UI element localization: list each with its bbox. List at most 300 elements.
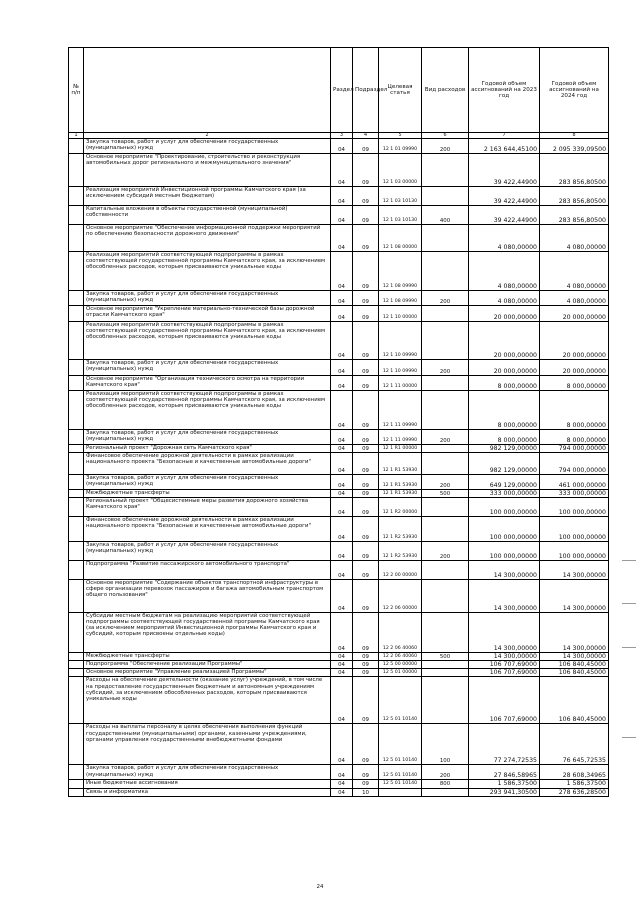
row-podrazdel: 09 bbox=[353, 252, 379, 291]
row-name: Реализация мероприятий соответствующей подпрограммы в рамках соответствующей государственной программы Камчатского края, за исключением обособленных расходов, которым присваиваются уникальные коды bbox=[84, 322, 331, 360]
row-razdel: 04 bbox=[331, 453, 353, 475]
row-name: Подпрограмма "Обеспечение реализации Программы" bbox=[84, 661, 331, 669]
row-amount-2024: 106 840,45000 bbox=[540, 669, 609, 677]
row-num bbox=[69, 360, 84, 376]
row-expense-type bbox=[422, 669, 469, 677]
row-razdel: 04 bbox=[331, 430, 353, 445]
row-amount-2023: 100 000,00000 bbox=[469, 517, 540, 542]
column-index: 1 bbox=[69, 133, 84, 139]
row-target-article: 12 1 11 09990 bbox=[379, 430, 422, 445]
row-razdel: 04 bbox=[331, 613, 353, 653]
row-podrazdel: 09 bbox=[353, 206, 379, 225]
row-num bbox=[69, 613, 84, 653]
table-row bbox=[69, 613, 609, 653]
row-num bbox=[69, 139, 84, 154]
row-amount-2024: 14 300,00000 bbox=[540, 580, 609, 613]
header-target-article: Целевая статья bbox=[379, 48, 422, 133]
row-name: Закупка товаров, работ и услуг для обеспечения государственных (муниципальных) нужд bbox=[84, 475, 331, 490]
table-row bbox=[69, 206, 609, 225]
row-name: Реализация мероприятий Инвестиционной программы Камчатского края (за исключением субсидий местным бюджетам) bbox=[84, 187, 331, 206]
row-podrazdel: 09 bbox=[353, 669, 379, 677]
row-amount-2023: 14 300,00000 bbox=[469, 613, 540, 653]
row-amount-2024: 100 000,00000 bbox=[540, 498, 609, 517]
header-name bbox=[84, 48, 331, 133]
row-num bbox=[69, 291, 84, 306]
table-row bbox=[69, 653, 609, 661]
row-num bbox=[69, 780, 84, 788]
row-target-article: 12 1 R1 53930 bbox=[379, 453, 422, 475]
row-amount-2024: 106 840,45000 bbox=[540, 661, 609, 669]
row-razdel: 04 bbox=[331, 306, 353, 322]
row-amount-2023: 8 000,00000 bbox=[469, 430, 540, 445]
row-num bbox=[69, 322, 84, 360]
row-name: Основное мероприятие "Укрепление материально-технической базы дорожной отрасли Камчатского края" bbox=[84, 306, 331, 322]
row-target-article bbox=[379, 788, 422, 796]
row-target-article: 12 1 10 09990 bbox=[379, 322, 422, 360]
row-num bbox=[69, 542, 84, 561]
row-podrazdel: 09 bbox=[353, 517, 379, 542]
row-expense-type bbox=[422, 613, 469, 653]
row-podrazdel: 09 bbox=[353, 661, 379, 669]
column-index: 2 bbox=[84, 133, 331, 139]
row-podrazdel: 09 bbox=[353, 376, 379, 391]
row-name: Закупка товаров, работ и услуг для обеспечения государственных (муниципальных) нужд bbox=[84, 360, 331, 376]
row-podrazdel: 09 bbox=[353, 498, 379, 517]
row-expense-type bbox=[422, 677, 469, 724]
row-amount-2024: 14 300,00000 bbox=[540, 613, 609, 653]
row-podrazdel: 09 bbox=[353, 677, 379, 724]
budget-table-sheet bbox=[68, 47, 608, 797]
scan-edge-mark bbox=[622, 603, 636, 604]
row-razdel: 04 bbox=[331, 206, 353, 225]
row-target-article: 12 1 08 09990 bbox=[379, 252, 422, 291]
row-num bbox=[69, 453, 84, 475]
row-num bbox=[69, 724, 84, 765]
row-amount-2023: 982 129,00000 bbox=[469, 453, 540, 475]
row-target-article: 12 1 10 00000 bbox=[379, 306, 422, 322]
table-row bbox=[69, 498, 609, 517]
row-target-article: 12 1 11 00000 bbox=[379, 376, 422, 391]
row-razdel: 04 bbox=[331, 322, 353, 360]
row-target-article: 12 5 01 10140 bbox=[379, 765, 422, 780]
row-num bbox=[69, 661, 84, 669]
row-amount-2024: 794 000,00000 bbox=[540, 453, 609, 475]
row-podrazdel: 09 bbox=[353, 139, 379, 154]
row-razdel: 04 bbox=[331, 677, 353, 724]
row-razdel: 04 bbox=[331, 154, 353, 187]
row-podrazdel: 09 bbox=[353, 453, 379, 475]
row-amount-2023: 106 707,69000 bbox=[469, 677, 540, 724]
table-row bbox=[69, 580, 609, 613]
row-podrazdel: 09 bbox=[353, 475, 379, 490]
row-amount-2023: 100 000,00000 bbox=[469, 498, 540, 517]
row-name: Финансовое обеспечение дорожной деятельности в рамках реализации национального проекта "Безопасные и качественные автомобильные дороги" bbox=[84, 453, 331, 475]
row-target-article: 12 1 R1 00000 bbox=[379, 445, 422, 453]
table-row bbox=[69, 376, 609, 391]
row-expense-type: 400 bbox=[422, 206, 469, 225]
row-amount-2023: 14 300,00000 bbox=[469, 580, 540, 613]
row-razdel: 04 bbox=[331, 139, 353, 154]
row-expense-type bbox=[422, 788, 469, 796]
row-podrazdel: 09 bbox=[353, 430, 379, 445]
row-name: Закупка товаров, работ и услуг для обеспечения государственных (муниципальных) нужд bbox=[84, 139, 331, 154]
table-row bbox=[69, 360, 609, 376]
row-target-article: 12 1 08 00000 bbox=[379, 225, 422, 252]
table-row bbox=[69, 154, 609, 187]
row-name: Закупка товаров, работ и услуг для обеспечения государственных (муниципальных) нужд bbox=[84, 542, 331, 561]
row-target-article: 12 1 R1 53930 bbox=[379, 475, 422, 490]
table-row bbox=[69, 306, 609, 322]
row-num bbox=[69, 187, 84, 206]
row-expense-type bbox=[422, 376, 469, 391]
row-podrazdel: 09 bbox=[353, 765, 379, 780]
row-razdel: 04 bbox=[331, 475, 353, 490]
row-amount-2024: 283 856,80500 bbox=[540, 187, 609, 206]
header-amount-2024: Годовой объем ассигнований на 2024 год bbox=[540, 48, 609, 133]
row-target-article: 12 2 06 00000 bbox=[379, 580, 422, 613]
row-name: Закупка товаров, работ и услуг для обеспечения государственных (муниципальных) нужд bbox=[84, 291, 331, 306]
row-amount-2023: 1 586,37500 bbox=[469, 780, 540, 788]
table-row bbox=[69, 490, 609, 498]
table-row bbox=[69, 542, 609, 561]
row-expense-type bbox=[422, 498, 469, 517]
table-row bbox=[69, 661, 609, 669]
row-expense-type: 200 bbox=[422, 430, 469, 445]
table-row bbox=[69, 561, 609, 580]
row-target-article: 12 1 10 09990 bbox=[379, 360, 422, 376]
row-num bbox=[69, 252, 84, 291]
row-podrazdel: 09 bbox=[353, 490, 379, 498]
row-name: Закупка товаров, работ и услуг для обеспечения государственных (муниципальных) нужд bbox=[84, 765, 331, 780]
row-razdel: 04 bbox=[331, 542, 353, 561]
row-razdel: 04 bbox=[331, 661, 353, 669]
row-amount-2023: 2 163 644,45100 bbox=[469, 139, 540, 154]
row-razdel: 04 bbox=[331, 765, 353, 780]
row-target-article: 12 5 01 10140 bbox=[379, 724, 422, 765]
column-index: 8 bbox=[540, 133, 609, 139]
row-amount-2024: 283 856,80500 bbox=[540, 154, 609, 187]
row-num bbox=[69, 376, 84, 391]
table-row bbox=[69, 187, 609, 206]
row-amount-2024: 8 000,00000 bbox=[540, 391, 609, 430]
row-podrazdel: 10 bbox=[353, 788, 379, 796]
row-podrazdel: 09 bbox=[353, 306, 379, 322]
row-razdel: 04 bbox=[331, 498, 353, 517]
row-name: Закупка товаров, работ и услуг для обеспечения государственных (муниципальных) нужд bbox=[84, 430, 331, 445]
header-expense-type: Вид расходов bbox=[422, 48, 469, 133]
row-podrazdel: 09 bbox=[353, 225, 379, 252]
row-name: Финансовое обеспечение дорожной деятельности в рамках реализации национального проекта "Безопасные и качественные автомобильные дороги" bbox=[84, 517, 331, 542]
row-num bbox=[69, 580, 84, 613]
row-name: Субсидии местным бюджетам на реализацию мероприятий соответствующей подпрограммы соответствующей государственной программы Камчатского края (за исключением мероприятий Инвестиционной программы Камчатского края и субсидий, которым присвоены отдельные коды) bbox=[84, 613, 331, 653]
row-expense-type bbox=[422, 661, 469, 669]
row-name: Иные бюджетные ассигнования bbox=[84, 780, 331, 788]
row-amount-2024: 794 000,00000 bbox=[540, 445, 609, 453]
table-row bbox=[69, 475, 609, 490]
table-row bbox=[69, 677, 609, 724]
row-expense-type: 200 bbox=[422, 291, 469, 306]
row-name: Основное мероприятие "Управление реализацией Программы" bbox=[84, 669, 331, 677]
header-razdel: Раздел bbox=[331, 48, 353, 133]
table-row bbox=[69, 765, 609, 780]
row-amount-2023: 20 000,00000 bbox=[469, 322, 540, 360]
row-amount-2024: 106 840,45000 bbox=[540, 677, 609, 724]
row-razdel: 04 bbox=[331, 225, 353, 252]
row-target-article: 12 2 06 40060 bbox=[379, 653, 422, 661]
header-num: № п/п bbox=[69, 48, 84, 133]
row-razdel: 04 bbox=[331, 187, 353, 206]
table-row bbox=[69, 391, 609, 430]
row-target-article: 12 1 R2 00000 bbox=[379, 498, 422, 517]
row-name: Расходы на выплаты персоналу в целях обеспечения выполнения функций государственными (муниципальными) органами, казенными учреждениями, органами управления государственными внебюджетными фондами bbox=[84, 724, 331, 765]
row-target-article: 12 1 01 09990 bbox=[379, 139, 422, 154]
row-target-article: 12 1 08 09990 bbox=[379, 291, 422, 306]
row-num bbox=[69, 561, 84, 580]
table-row bbox=[69, 669, 609, 677]
row-name: Региональный проект "Дорожная сеть Камчатского края" bbox=[84, 445, 331, 453]
row-podrazdel: 09 bbox=[353, 653, 379, 661]
row-name: Межбюджетные трансферты bbox=[84, 653, 331, 661]
row-amount-2023: 77 274,72535 bbox=[469, 724, 540, 765]
row-num bbox=[69, 653, 84, 661]
row-expense-type bbox=[422, 252, 469, 291]
row-amount-2024: 1 586,37500 bbox=[540, 780, 609, 788]
row-name: Основное мероприятие "Организация технического осмотра на территории Камчатского края" bbox=[84, 376, 331, 391]
row-amount-2024: 278 636,28500 bbox=[540, 788, 609, 796]
row-amount-2024: 4 080,00000 bbox=[540, 225, 609, 252]
row-amount-2024: 8 000,00000 bbox=[540, 430, 609, 445]
column-index: 4 bbox=[353, 133, 379, 139]
row-num bbox=[69, 490, 84, 498]
table-row bbox=[69, 780, 609, 788]
row-target-article: 12 5 01 10140 bbox=[379, 780, 422, 788]
row-amount-2023: 14 300,00000 bbox=[469, 653, 540, 661]
row-podrazdel: 09 bbox=[353, 724, 379, 765]
row-amount-2023: 39 422,44900 bbox=[469, 206, 540, 225]
row-amount-2024: 283 856,80500 bbox=[540, 206, 609, 225]
budget-appropriations-table bbox=[68, 47, 609, 797]
row-target-article: 12 1 03 00000 bbox=[379, 154, 422, 187]
row-num bbox=[69, 445, 84, 453]
row-amount-2024: 8 000,00000 bbox=[540, 376, 609, 391]
row-name: Основное мероприятие "Обеспечение информационной поддержки мероприятий по обеспечению безопасности дорожного движения" bbox=[84, 225, 331, 252]
row-amount-2023: 39 422,44900 bbox=[469, 154, 540, 187]
row-expense-type: 200 bbox=[422, 765, 469, 780]
row-expense-type bbox=[422, 517, 469, 542]
row-expense-type bbox=[422, 306, 469, 322]
table-row bbox=[69, 139, 609, 154]
row-podrazdel: 09 bbox=[353, 542, 379, 561]
row-num bbox=[69, 677, 84, 724]
row-razdel: 04 bbox=[331, 490, 353, 498]
row-razdel: 04 bbox=[331, 669, 353, 677]
row-amount-2023: 4 080,00000 bbox=[469, 252, 540, 291]
row-num bbox=[69, 225, 84, 252]
row-amount-2023: 20 000,00000 bbox=[469, 306, 540, 322]
row-amount-2024: 2 095 339,09500 bbox=[540, 139, 609, 154]
row-razdel: 04 bbox=[331, 561, 353, 580]
row-podrazdel: 09 bbox=[353, 445, 379, 453]
table-row bbox=[69, 291, 609, 306]
row-amount-2023: 982 129,00000 bbox=[469, 445, 540, 453]
row-expense-type: 200 bbox=[422, 139, 469, 154]
row-podrazdel: 09 bbox=[353, 391, 379, 430]
row-podrazdel: 09 bbox=[353, 561, 379, 580]
row-target-article: 12 2 00 00000 bbox=[379, 561, 422, 580]
row-razdel: 04 bbox=[331, 780, 353, 788]
row-target-article: 12 2 06 40060 bbox=[379, 613, 422, 653]
row-podrazdel: 09 bbox=[353, 360, 379, 376]
row-expense-type: 200 bbox=[422, 360, 469, 376]
row-podrazdel: 09 bbox=[353, 187, 379, 206]
row-expense-type: 500 bbox=[422, 653, 469, 661]
header-podrazdel: Подраздел bbox=[353, 48, 379, 133]
row-amount-2024: 14 300,00000 bbox=[540, 653, 609, 661]
row-amount-2024: 20 000,00000 bbox=[540, 306, 609, 322]
table-row bbox=[69, 788, 609, 796]
row-expense-type: 500 bbox=[422, 490, 469, 498]
row-amount-2023: 39 422,44900 bbox=[469, 187, 540, 206]
row-podrazdel: 09 bbox=[353, 613, 379, 653]
row-target-article: 12 1 03 10130 bbox=[379, 206, 422, 225]
table-row bbox=[69, 724, 609, 765]
row-amount-2024: 4 080,00000 bbox=[540, 291, 609, 306]
table-row bbox=[69, 322, 609, 360]
row-podrazdel: 09 bbox=[353, 291, 379, 306]
row-expense-type bbox=[422, 225, 469, 252]
row-razdel: 04 bbox=[331, 517, 353, 542]
column-index: 7 bbox=[469, 133, 540, 139]
row-expense-type bbox=[422, 445, 469, 453]
row-podrazdel: 09 bbox=[353, 780, 379, 788]
header-row bbox=[69, 48, 609, 133]
row-name: Связь и информатика bbox=[84, 788, 331, 796]
row-amount-2023: 106 707,69000 bbox=[469, 669, 540, 677]
row-expense-type bbox=[422, 187, 469, 206]
row-podrazdel: 09 bbox=[353, 322, 379, 360]
row-razdel: 04 bbox=[331, 391, 353, 430]
row-razdel: 04 bbox=[331, 360, 353, 376]
row-expense-type bbox=[422, 391, 469, 430]
row-expense-type bbox=[422, 154, 469, 187]
row-target-article: 12 5 00 00000 bbox=[379, 661, 422, 669]
table-row bbox=[69, 453, 609, 475]
row-num bbox=[69, 154, 84, 187]
row-amount-2024: 76 645,72535 bbox=[540, 724, 609, 765]
row-name: Основное мероприятие "Проектирование, строительство и реконструкция автомобильных дорог регионального и межмуниципального значения" bbox=[84, 154, 331, 187]
row-razdel: 04 bbox=[331, 580, 353, 613]
row-name: Региональный проект "Общесистемные меры развития дорожного хозяйства Камчатского края" bbox=[84, 498, 331, 517]
row-name: Основное мероприятие "Содержание объектов транспортной инфраструктуры в сфере организации перевозок пассажиров и багажа автомобильным транспортом общего пользования" bbox=[84, 580, 331, 613]
row-expense-type: 800 bbox=[422, 780, 469, 788]
row-amount-2023: 8 000,00000 bbox=[469, 376, 540, 391]
column-index: 3 bbox=[331, 133, 353, 139]
row-num bbox=[69, 669, 84, 677]
row-amount-2024: 100 000,00000 bbox=[540, 542, 609, 561]
row-razdel: 04 bbox=[331, 445, 353, 453]
column-index: 6 bbox=[422, 133, 469, 139]
row-razdel: 04 bbox=[331, 252, 353, 291]
row-expense-type bbox=[422, 561, 469, 580]
row-podrazdel: 09 bbox=[353, 154, 379, 187]
row-amount-2023: 20 000,00000 bbox=[469, 360, 540, 376]
row-num bbox=[69, 306, 84, 322]
row-amount-2024: 20 000,00000 bbox=[540, 322, 609, 360]
row-amount-2023: 14 300,00000 bbox=[469, 561, 540, 580]
row-razdel: 04 bbox=[331, 653, 353, 661]
scan-edge-mark bbox=[622, 647, 636, 648]
row-target-article: 12 1 R2 53930 bbox=[379, 517, 422, 542]
row-expense-type: 200 bbox=[422, 542, 469, 561]
row-amount-2024: 333 000,00000 bbox=[540, 490, 609, 498]
row-expense-type: 100 bbox=[422, 724, 469, 765]
table-row bbox=[69, 252, 609, 291]
row-name: Капитальные вложения в объекты государственной (муниципальной) собственности bbox=[84, 206, 331, 225]
row-razdel: 04 bbox=[331, 788, 353, 796]
row-amount-2023: 4 080,00000 bbox=[469, 225, 540, 252]
row-name: Реализация мероприятий соответствующей подпрограммы в рамках соответствующей государственной программы Камчатского края, за исключением обособленных расходов, которым присваиваются уникальные коды bbox=[84, 391, 331, 430]
table-row bbox=[69, 445, 609, 453]
row-name: Реализация мероприятий соответствующей подпрограммы в рамках соответствующей государственной программы Камчатского края, за исключением обособленных расходов, которым присваиваются уникальные коды bbox=[84, 252, 331, 291]
row-amount-2024: 20 000,00000 bbox=[540, 360, 609, 376]
row-amount-2023: 4 080,00000 bbox=[469, 291, 540, 306]
row-amount-2024: 28 608,34965 bbox=[540, 765, 609, 780]
row-num bbox=[69, 498, 84, 517]
row-num bbox=[69, 475, 84, 490]
row-razdel: 04 bbox=[331, 376, 353, 391]
row-podrazdel: 09 bbox=[353, 580, 379, 613]
row-target-article: 12 1 R2 53930 bbox=[379, 542, 422, 561]
row-amount-2024: 100 000,00000 bbox=[540, 517, 609, 542]
row-amount-2023: 106 707,69000 bbox=[469, 661, 540, 669]
row-name: Расходы на обеспечение деятельности (оказание услуг) учреждений, в том числе на предоставление государственным бюджетным и автономным учреждениям субсидий, за исключением обособленных расходов, которым присваиваются уникальные коды bbox=[84, 677, 331, 724]
row-razdel: 04 bbox=[331, 724, 353, 765]
row-amount-2023: 27 846,58965 bbox=[469, 765, 540, 780]
row-amount-2023: 100 000,00000 bbox=[469, 542, 540, 561]
row-amount-2023: 293 941,30500 bbox=[469, 788, 540, 796]
page-number: 24 bbox=[316, 884, 324, 890]
table-row bbox=[69, 430, 609, 445]
row-razdel: 04 bbox=[331, 291, 353, 306]
row-num bbox=[69, 206, 84, 225]
row-num bbox=[69, 788, 84, 796]
row-amount-2024: 461 000,00000 bbox=[540, 475, 609, 490]
row-name: Подпрограмма "Развитие пассажирского автомобильного транспорта" bbox=[84, 561, 331, 580]
row-expense-type: 200 bbox=[422, 475, 469, 490]
row-target-article: 12 1 11 09990 bbox=[379, 391, 422, 430]
row-amount-2023: 649 129,00000 bbox=[469, 475, 540, 490]
row-num bbox=[69, 391, 84, 430]
row-amount-2023: 333 000,00000 bbox=[469, 490, 540, 498]
scan-edge-mark bbox=[622, 737, 636, 738]
row-num bbox=[69, 765, 84, 780]
row-target-article: 12 1 R1 53930 bbox=[379, 490, 422, 498]
header-amount-2023: Годовой объем ассигнований на 2023 год bbox=[469, 48, 540, 133]
row-amount-2024: 4 080,00000 bbox=[540, 252, 609, 291]
row-amount-2023: 8 000,00000 bbox=[469, 391, 540, 430]
row-expense-type bbox=[422, 580, 469, 613]
row-num bbox=[69, 517, 84, 542]
scan-edge-mark bbox=[622, 560, 636, 561]
row-amount-2024: 14 300,00000 bbox=[540, 561, 609, 580]
row-target-article: 12 1 03 10130 bbox=[379, 187, 422, 206]
row-target-article: 12 5 01 00000 bbox=[379, 669, 422, 677]
row-expense-type bbox=[422, 322, 469, 360]
table-row bbox=[69, 225, 609, 252]
column-index: 5 bbox=[379, 133, 422, 139]
row-expense-type bbox=[422, 453, 469, 475]
row-name: Межбюджетные трансферты bbox=[84, 490, 331, 498]
